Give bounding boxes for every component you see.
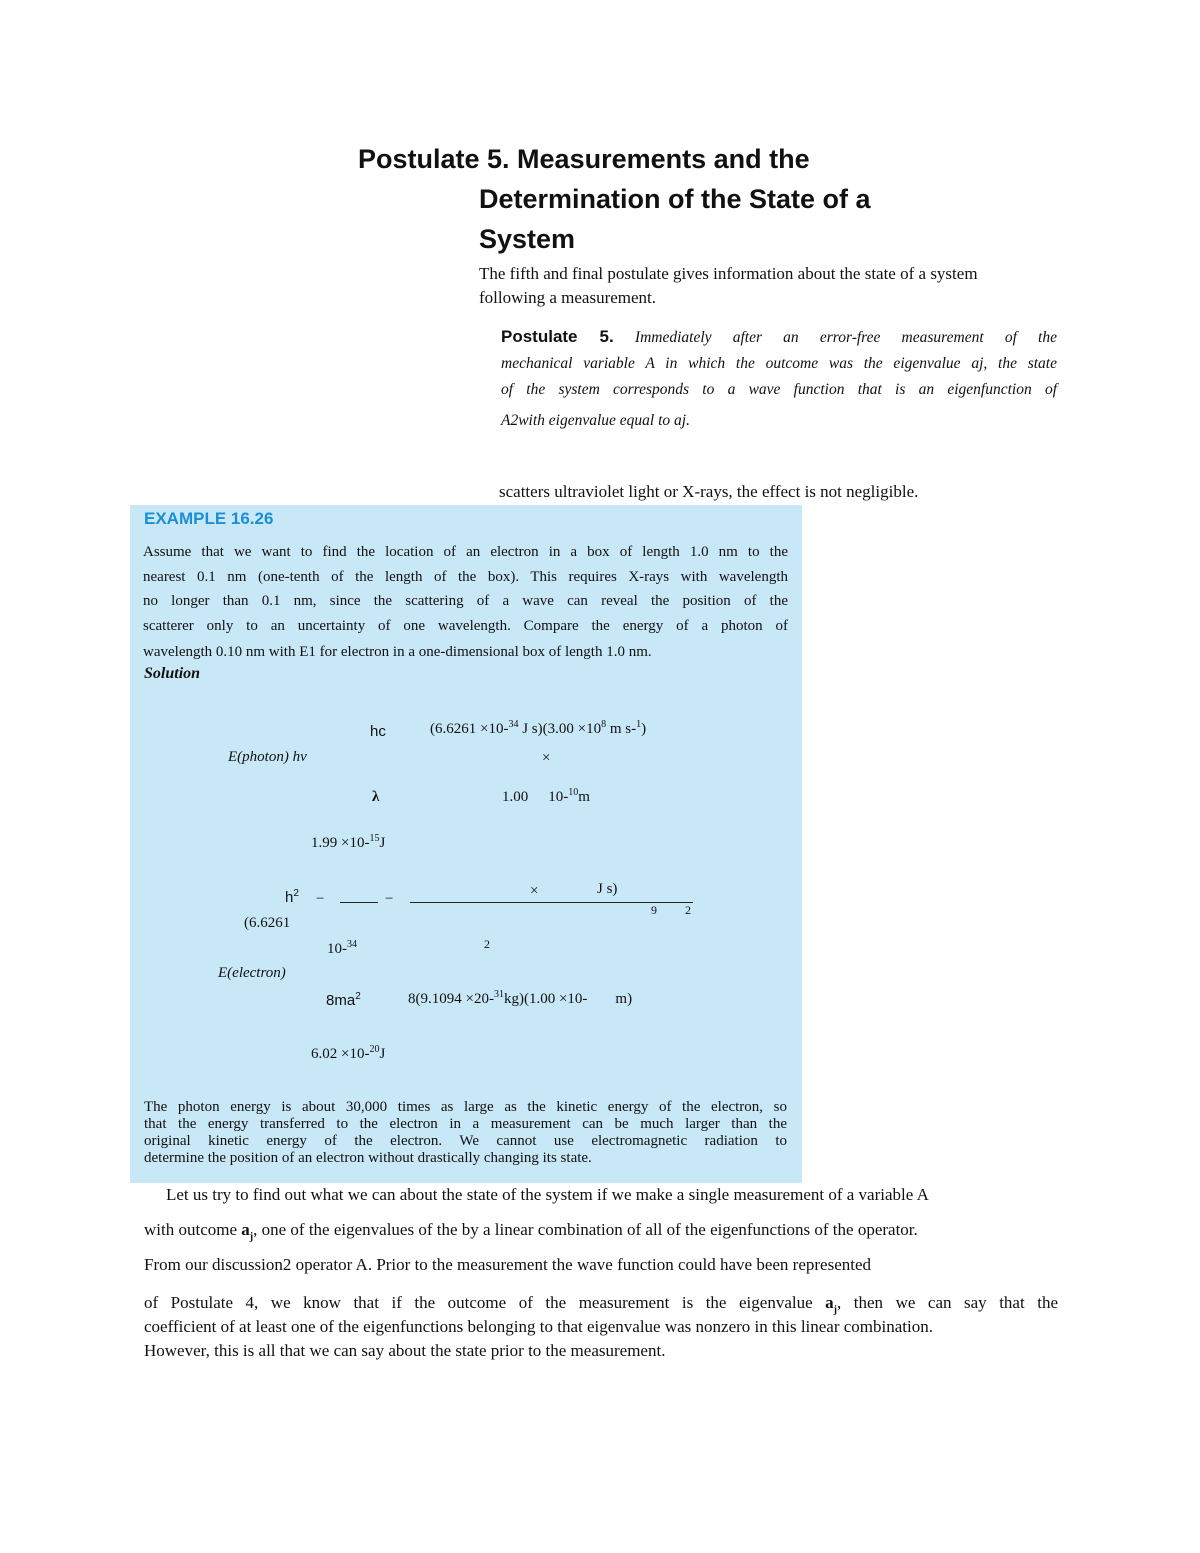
eq2-8ma: $8ma^2$ (326, 991, 361, 1009)
postulate-text: A2with eigenvalue equal to aj. (501, 412, 690, 429)
eq2-two: 2 (685, 903, 691, 917)
solution-label: Solution (144, 665, 201, 682)
example-line: Assume that we want to find the location of an electron in a box of length 1.0 nm to the (143, 544, 788, 560)
body-paragraph-line: with outcome $a_j$, one of the eigenvalues of the by a linear combination of all of the eigenfunctions of the operator. (144, 1220, 918, 1243)
eq2-result: 6.02 ×10-$^{20}$J (311, 1044, 386, 1062)
postulate-text: Immediately after an error-free measurement of the (613, 329, 1057, 346)
conclusion-line: The photon energy is about 30,000 times as large as the kinetic energy of the electron, so (144, 1099, 787, 1115)
eq2-lhs: E(electron) (218, 965, 286, 981)
body-paragraph (144, 1291, 1058, 1363)
eq1-lambda: λ (372, 789, 380, 805)
eq2-js: J s) (597, 881, 618, 897)
section-heading-line1: Postulate 5. Measurements and the (358, 144, 810, 174)
body-paragraph-line: Let us try to find out what we can about the state of the system if we make a single measurement of a variable A (166, 1185, 929, 1204)
eq2-constant: (6.6261 (244, 915, 291, 931)
stray-text-line: scatters ultraviolet light or X-rays, the effect is not negligible. (499, 482, 919, 501)
eq1-lhs: E(photon) hv (228, 749, 307, 765)
eq2-fraction-bar-short (340, 902, 378, 903)
eq2-ten: 10-$^{34}$ (327, 939, 357, 957)
body-paragraph-line: of Postulate 4, we know that if the outcome of the measurement is the eigenvalue $a_j$, then we can say that the (144, 1293, 1058, 1316)
example-line: nearest 0.1 nm (one-tenth of the length of the box). This requires X-rays with wavelength (143, 568, 788, 585)
eq1-times: × (542, 750, 551, 766)
intro-line: following a measurement. (479, 288, 657, 307)
body-paragraph-line: However, this is all that we can say about the state prior to the measurement. (144, 1341, 666, 1360)
postulate-text: of the system corresponds to a wave function that is an eigenfunction of (501, 381, 1057, 398)
eq2-h-squared: $h^2$ (285, 888, 299, 906)
eq2-nine: 9 (651, 903, 657, 917)
example-problem (143, 540, 788, 665)
postulate-text: mechanical variable A in which the outcome was the eigenvalue aj, the state (501, 355, 1057, 372)
example-line: no longer than 0.1 nm, since the scattering of a wave can reveal the position of the (143, 593, 788, 609)
example-line: wavelength 0.10 nm with E1 for electron in a one-dimensional box of length 1.0 nm. (143, 644, 652, 660)
conclusion-line: original kinetic energy of the electron. We cannot use electromagnetic radiation to (144, 1133, 787, 1149)
example-title: EXAMPLE 16.26 (144, 509, 274, 528)
example-box (130, 505, 802, 1183)
body-paragraph-line: coefficient of at least one of the eigenfunctions belonging to that eigenvalue was nonzero in this linear combination. (144, 1317, 933, 1336)
eq2-denominator: 8(9.1094 ×20-$^{31}$kg)(1.00 ×10- m) (408, 989, 633, 1007)
example-line: scatterer only to an uncertainty of one wavelength. Compare the energy of a photon of (143, 617, 788, 634)
intro-line: The fifth and final postulate gives information about the state of a system (479, 264, 978, 283)
conclusion-line: that the energy transferred to the electron in a measurement can be much larger than the (144, 1116, 787, 1132)
section-heading-line2: Determination of the State of a (479, 184, 871, 214)
eq2-dash: − (316, 891, 325, 907)
eq2-dash: − (385, 891, 394, 907)
eq2-two-b: 2 (484, 937, 490, 951)
section-heading-line3: System (479, 224, 576, 254)
eq1-result: 1.99 ×10-$^{15}$J (311, 833, 386, 851)
eq1-numerator: (6.6261 ×10-$^{34}$ J $s)(3.00 \times 10^8$ m s-$^1$) (430, 719, 647, 737)
postulate-label: Postulate 5. (501, 327, 614, 346)
intro-paragraph (479, 262, 1069, 310)
postulate-statement (501, 324, 1057, 434)
eq1-hc: hc (370, 723, 386, 740)
example-conclusion (144, 1099, 787, 1167)
eq1-denominator: 1.00 10-$^{10}$m (502, 787, 590, 805)
body-paragraph-line: From our discussion2 operator A. Prior to the measurement the wave function could have been represented (144, 1255, 872, 1274)
eq2-times: × (530, 883, 539, 899)
conclusion-line: determine the position of an electron without drastically changing its state. (144, 1150, 592, 1166)
